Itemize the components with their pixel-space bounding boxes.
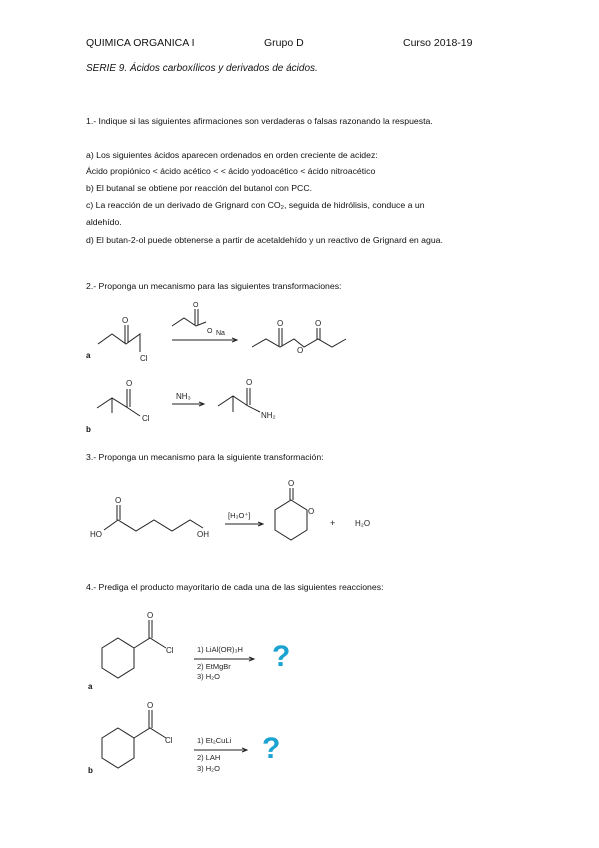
question-mark-a: ? [272, 640, 291, 673]
propanoic-anhydride-structure [252, 328, 346, 347]
group-label: Grupo D [264, 37, 304, 49]
q4a-step1: 1) LiAl(OR)₃H [197, 645, 243, 654]
q3-lactone-o: O [288, 479, 295, 488]
valerolactone-structure [275, 488, 307, 540]
q4a-o: O [147, 611, 154, 620]
isobutyramide-structure [218, 388, 260, 412]
cyclohexanecarbonyl-chloride-a [102, 620, 166, 678]
q2a-reagent-na: Na [216, 330, 225, 337]
q4a-step2: 2) EtMgBr [197, 662, 231, 671]
q1-b: b) El butanal se obtiene por reacción del butanol con PCC. [86, 183, 313, 193]
serie-title: SERIE 9. Ácidos carboxílicos y derivados de ácidos. [86, 63, 318, 74]
q4a-cl: Cl [166, 646, 174, 655]
propanoyl-chloride-structure [98, 325, 140, 352]
q2-title: 2.- Proponga un mecanismo para las siguientes transformaciones: [86, 281, 342, 291]
q2b-reagent: NH₃ [176, 392, 191, 401]
q3-plus: + [330, 518, 336, 528]
q1-a-line1: a) Los siguientes ácidos aparecen ordenados en orden creciente de acidez: [86, 150, 378, 160]
q2a-prod-o2: O [315, 319, 322, 328]
q2a-cl: Cl [140, 354, 148, 363]
q3-oh: OH [197, 530, 209, 539]
isobutyryl-chloride-structure [97, 389, 140, 416]
q4b-step3: 3) H₂O [197, 764, 220, 773]
q4-title: 4.- Prediga el producto mayoritario de cada una de las siguientes reacciones: [86, 582, 384, 592]
question-mark-b: ? [262, 732, 281, 765]
q2b-prod-o: O [246, 378, 253, 387]
cyclohexanecarbonyl-chloride-b [102, 710, 166, 768]
q2a-prod-o-bridge: O [297, 346, 304, 355]
q1-a-line2: Ácido propiónico < ácido acético < < ácido yodoacético < ácido nitroacético [86, 166, 376, 176]
q4a-step3: 3) H₂O [197, 672, 220, 681]
sodium-propanoate-structure [172, 309, 206, 326]
q4b-cl: Cl [165, 736, 173, 745]
q3-acid-o: O [115, 496, 122, 505]
q2a-reagent-o-minus: O [207, 328, 213, 335]
q3-water: H₂O [355, 519, 371, 528]
q3-ho: HO [90, 530, 102, 539]
q2b-o: O [126, 379, 133, 388]
hydroxypentanoic-acid-structure [104, 505, 203, 531]
q2a-reagent-o: O [193, 302, 199, 309]
q2b-cl: Cl [142, 414, 150, 423]
q3-ring-o: O [308, 507, 315, 516]
year-label: Curso 2018-19 [403, 37, 473, 49]
q1-c-line1: c) La reacción de un derivado de Grignard con CO₂, seguida de hidrólisis, conduce a un [86, 200, 425, 210]
q1-d: d) El butan-2-ol puede obtenerse a partir de acetaldehído y un reactivo de Grignard en agua. [86, 235, 443, 245]
course-title: QUIMICA ORGANICA I [86, 37, 195, 49]
q2a-prod-o1: O [277, 319, 284, 328]
q4-label-b: b [88, 766, 93, 775]
q1-c-line2: aldehído. [86, 217, 122, 227]
q2-label-a: a [86, 351, 91, 360]
q1-title: 1.- Indique si las siguientes afirmaciones son verdaderas o falsas razonando la respuesta. [86, 116, 433, 126]
q4b-step2: 2) LAH [197, 753, 221, 762]
q4b-step1: 1) Et₂CuLi [197, 736, 232, 745]
q2b-prod-nh2: NH₂ [261, 411, 276, 420]
q3-reagent: [H₃O⁺] [228, 511, 251, 520]
q4-label-a: a [88, 682, 93, 691]
q3-title: 3.- Proponga un mecanismo para la siguiente transformación: [86, 452, 324, 462]
q2a-o: O [122, 316, 129, 325]
q2-label-b: b [86, 425, 91, 434]
q4b-o: O [147, 701, 154, 710]
